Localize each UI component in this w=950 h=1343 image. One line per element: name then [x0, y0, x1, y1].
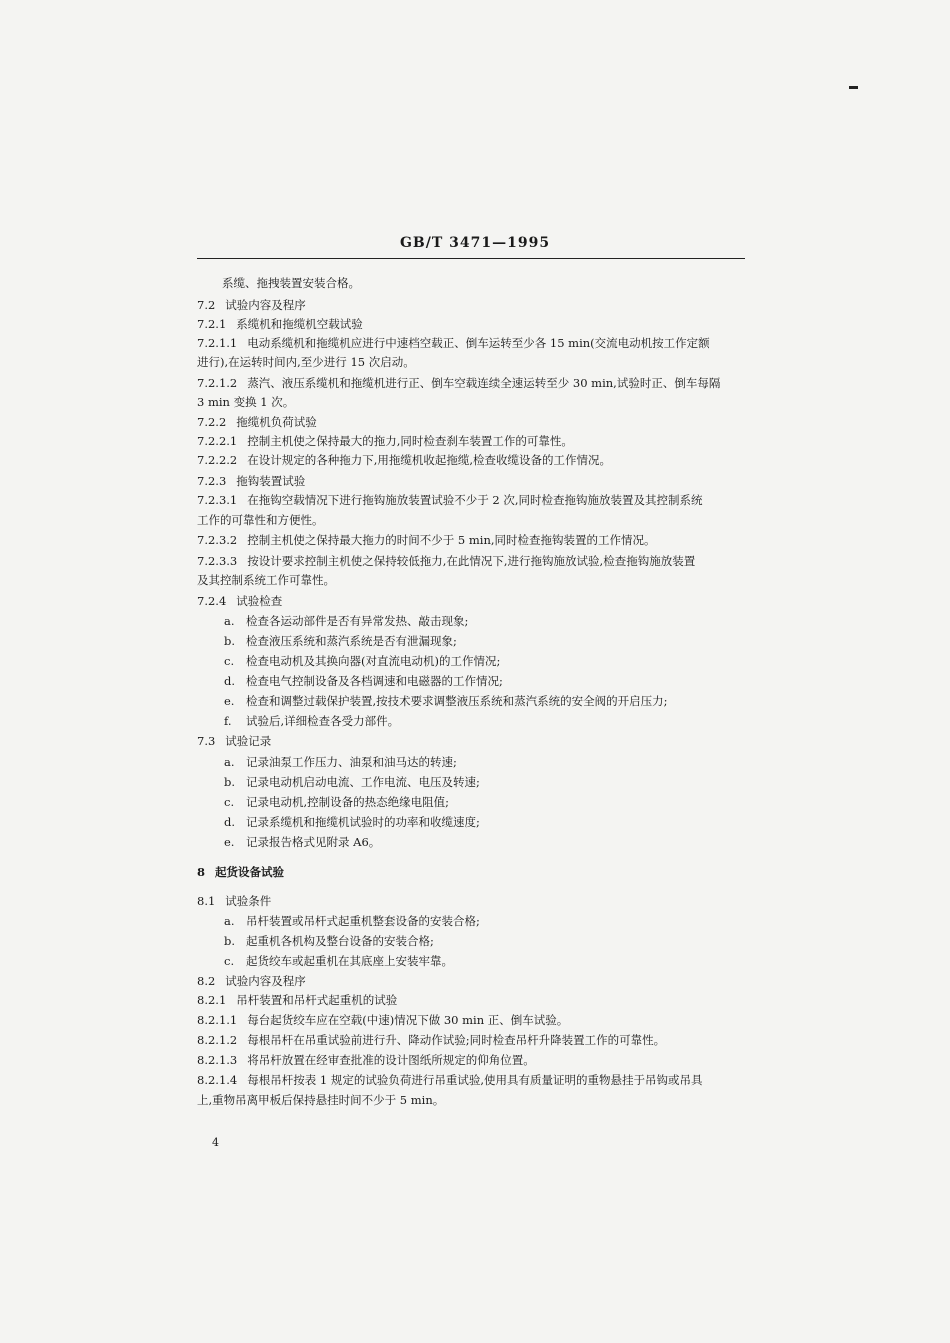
clause-line: 7.2.3.2 控制主机使之保持最大拖力的时间不少于 5 min,同时检查拖钩装置的工作情况。 — [197, 533, 656, 547]
clause-line: 7.2.1.1 电动系缆机和拖缆机应进行中速档空载正、倒车运转至少各 15 min(交流电动机按工作定额 — [197, 336, 710, 350]
list-item: d. 记录系缆机和拖缆机试验时的功率和收缆速度; — [224, 815, 480, 829]
list-item: c. 记录电动机,控制设备的热态绝缘电阻值; — [224, 795, 450, 809]
text-line: 及其控制系统工作可靠性。 — [197, 573, 335, 587]
list-item: e. 检查和调整过载保护装置,按技术要求调整液压系统和蒸汽系统的安全阀的开启压力; — [224, 694, 668, 708]
section-heading: 8.2.1 吊杆装置和吊杆式起重机的试验 — [197, 993, 398, 1007]
text-line: 进行),在运转时间内,至少进行 15 次启动。 — [197, 355, 415, 369]
list-item: a. 吊杆装置或吊杆式起重机整套设备的安装合格; — [224, 914, 480, 928]
list-item: c. 检查电动机及其换向器(对直流电动机)的工作情况; — [224, 654, 501, 668]
list-item: b. 起重机各机构及整台设备的安装合格; — [224, 934, 434, 948]
standard-number: GB/T 3471—1995 — [399, 235, 551, 251]
clause-line: 7.2.1.2 蒸汽、液压系缆机和拖缆机进行正、倒车空载连续全速运转至少 30 min,试验时正、倒车每隔 — [197, 376, 721, 390]
clause-line: 8.2.1.3 将吊杆放置在经审查批准的设计图纸所规定的仰角位置。 — [197, 1053, 535, 1067]
section-heading: 8.2 试验内容及程序 — [197, 974, 306, 988]
list-item: a. 记录油泵工作压力、油泵和油马达的转速; — [224, 755, 457, 769]
clause-line: 7.2.2.2 在设计规定的各种拖力下,用拖缆机收起拖缆,检查收缆设备的工作情况。 — [197, 453, 612, 467]
clause-line: 7.2.3.3 按设计要求控制主机使之保持较低拖力,在此情况下,进行拖钩施放试验,检查拖钩施放装置 — [197, 554, 696, 568]
clause-line: 8.2.1.2 每根吊杆在吊重试验前进行升、降动作试验;同时检查吊杆升降装置工作的可靠性。 — [197, 1033, 666, 1047]
text-line: 工作的可靠性和方便性。 — [197, 513, 324, 527]
page-number: 4 — [212, 1136, 219, 1149]
chapter-heading: 8 起货设备试验 — [197, 865, 285, 879]
section-heading: 7.3 试验记录 — [197, 734, 272, 748]
list-item: a. 检查各运动部件是否有异常发热、敲击现象; — [224, 614, 469, 628]
list-item: c. 起货绞车或起重机在其底座上安装牢靠。 — [224, 954, 453, 968]
clause-line: 8.2.1.1 每台起货绞车应在空载(中速)情况下做 30 min 正、倒车试验。 — [197, 1013, 569, 1027]
clause-line: 7.2.2.1 控制主机使之保持最大的拖力,同时检查刹车装置工作的可靠性。 — [197, 434, 573, 448]
section-heading: 7.2.3 拖钩装置试验 — [197, 474, 306, 488]
scan-mark — [849, 86, 858, 89]
list-item: d. 检查电气控制设备及各档调速和电磁器的工作情况; — [224, 674, 503, 688]
clause-line: 7.2.3.1 在拖钩空载情况下进行拖钩施放装置试验不少于 2 次,同时检查拖钩施放装置及其控制系统 — [197, 493, 703, 507]
list-item: b. 检查液压系统和蒸汽系统是否有泄漏现象; — [224, 634, 457, 648]
section-heading: 7.2.1 系缆机和拖缆机空载试验 — [197, 317, 363, 331]
list-item: b. 记录电动机启动电流、工作电流、电压及转速; — [224, 775, 480, 789]
clause-line: 8.2.1.4 每根吊杆按表 1 规定的试验负荷进行吊重试验,使用具有质量证明的重物悬挂于吊钩或吊具 — [197, 1073, 703, 1087]
section-heading: 7.2 试验内容及程序 — [197, 298, 306, 312]
section-heading: 7.2.2 拖缆机负荷试验 — [197, 415, 317, 429]
text-line: 系缆、拖拽装置安装合格。 — [222, 276, 360, 290]
section-heading: 7.2.4 试验检查 — [197, 594, 283, 608]
text-line: 上,重物吊离甲板后保持悬挂时间不少于 5 min。 — [197, 1093, 445, 1107]
list-item: f. 试验后,详细检查各受力部件。 — [224, 714, 400, 728]
list-item: e. 记录报告格式见附录 A6。 — [224, 835, 381, 849]
header-rule — [197, 258, 745, 259]
text-line: 3 min 变换 1 次。 — [197, 395, 295, 409]
section-heading: 8.1 试验条件 — [197, 894, 272, 908]
